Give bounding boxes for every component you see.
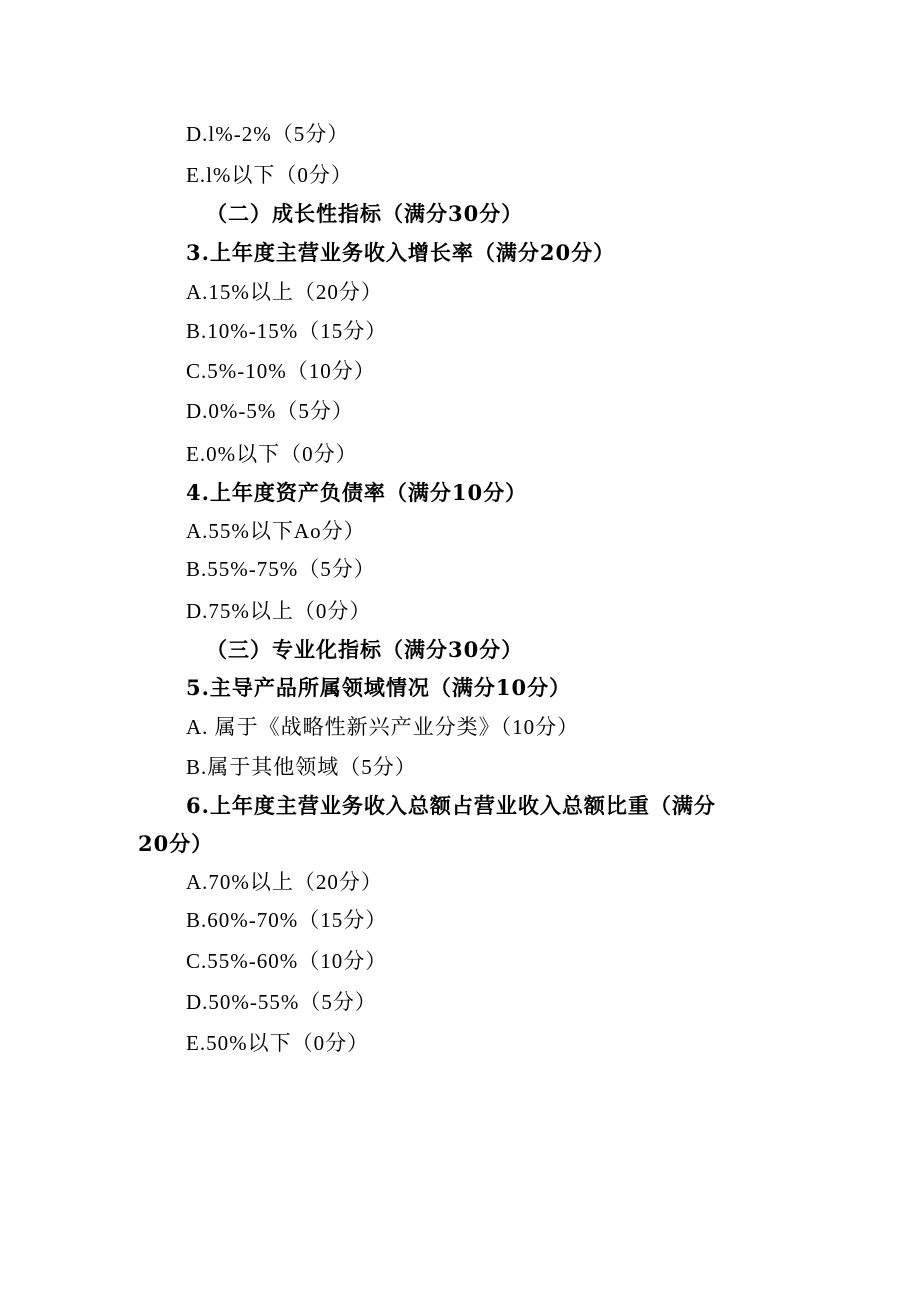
q6-option-c: C.55%-60%（10分） xyxy=(186,949,388,973)
question-3-heading: 3.上年度主营业务收入增长率（满分20分） xyxy=(186,240,616,265)
q3-option-e: E.0%以下（0分） xyxy=(186,442,358,466)
q3-option-c: C.5%-10%（10分） xyxy=(186,359,376,383)
q5-option-a: A. 属于《战略性新兴产业分类》（10分） xyxy=(186,715,580,739)
question-5-heading: 5.主导产品所属领域情况（满分10分） xyxy=(186,675,572,700)
q4-option-a: A.55%以下Ao分） xyxy=(186,519,366,543)
q3-option-d: D.0%-5%（5分） xyxy=(186,399,354,423)
option-d-1-2-percent: D.l%-2%（5分） xyxy=(186,122,350,146)
q3-option-a: A.15%以上（20分） xyxy=(186,280,383,304)
q6-option-b: B.60%-70%（15分） xyxy=(186,908,388,932)
q6-option-e: E.50%以下（0分） xyxy=(186,1031,370,1055)
q6-option-a: A.70%以上（20分） xyxy=(186,870,383,894)
q3-option-b: B.10%-15%（15分） xyxy=(186,319,388,343)
option-e-below-1-percent: E.l%以下（0分） xyxy=(186,163,353,187)
question-6-heading-continued: 20分） xyxy=(138,831,214,856)
section-heading-growth: （二）成长性指标（满分30分） xyxy=(206,201,524,226)
question-4-heading: 4.上年度资产负债率（满分10分） xyxy=(186,480,528,505)
q4-option-d: D.75%以上（0分） xyxy=(186,599,372,623)
question-6-heading: 6.上年度主营业务收入总额占营业收入总额比重（满分 xyxy=(186,793,716,818)
q4-option-b: B.55%-75%（5分） xyxy=(186,557,376,581)
section-heading-specialization: （三）专业化指标（满分30分） xyxy=(206,637,524,662)
q6-option-d: D.50%-55%（5分） xyxy=(186,990,377,1014)
q5-option-b: B.属于其他领域（5分） xyxy=(186,755,417,779)
